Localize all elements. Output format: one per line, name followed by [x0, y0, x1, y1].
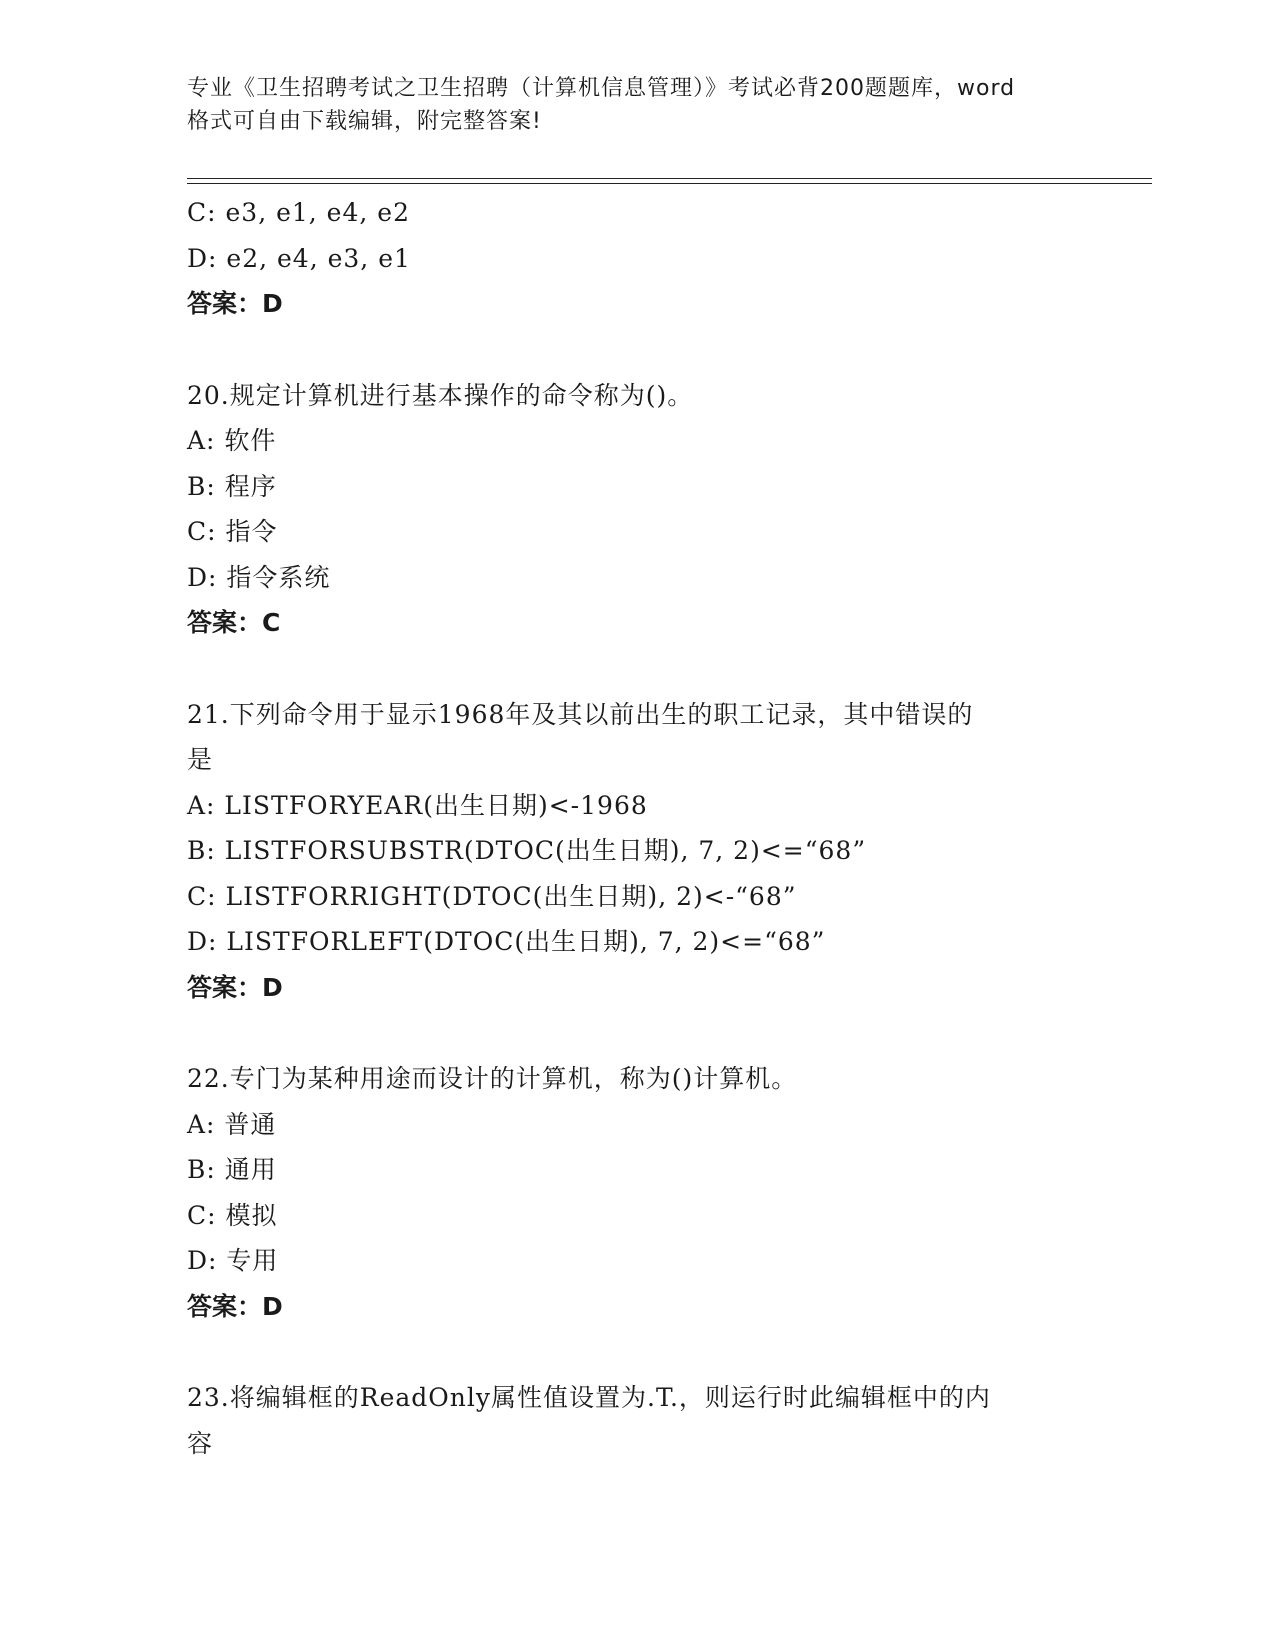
option-d: D: LISTFORLEFT(DTOC(出生日期), 7, 2)<=“68”: [187, 927, 826, 956]
option-c: C: 指令: [187, 517, 278, 546]
header-title-line-2: 格式可自由下载编辑，附完整答案!: [187, 109, 542, 134]
option-d: D: 指令系统: [187, 562, 331, 592]
header-divider-bottom: [187, 183, 1152, 184]
question-22: [187, 1056, 1087, 1329]
question-stem-line-1: 23.将编辑框的ReadOnly属性值设置为.T.，则运行时此编辑框中的内: [187, 1383, 991, 1412]
question-stem-line-2: 容: [187, 1428, 214, 1458]
document-header: [187, 72, 1087, 138]
question-list: [187, 190, 1087, 1466]
option-c: C: LISTFORRIGHT(DTOC(出生日期), 2)<-“68”: [187, 881, 797, 911]
option-b: B: 通用: [187, 1155, 277, 1184]
option-a: A: 普通: [187, 1109, 277, 1139]
header-divider-top: [187, 178, 1152, 179]
option-b: B: LISTFORSUBSTR(DTOC(出生日期), 7, 2)<=“68”: [187, 836, 867, 865]
option-d: D: 专用: [187, 1246, 279, 1275]
question-stem: 20.规定计算机进行基本操作的命令称为()。: [187, 380, 694, 410]
answer-line: 答案：D: [187, 1291, 283, 1321]
question-20: [187, 373, 1087, 646]
option-a: A: 软件: [187, 426, 277, 455]
option-c: C: 模拟: [187, 1200, 278, 1230]
question-21: [187, 692, 1087, 1011]
question-23: [187, 1375, 1087, 1466]
option-b: B: 程序: [187, 471, 277, 501]
answer-line: 答案：D: [187, 289, 283, 318]
question-stem-line-2: 是: [187, 745, 214, 774]
question-stem: 22.专门为某种用途而设计的计算机，称为()计算机。: [187, 1064, 798, 1093]
question-19-continuation: [187, 190, 1087, 327]
option-a: A: LISTFORYEAR(出生日期)<-1968: [187, 790, 648, 820]
header-title-line-1: 专业《卫生招聘考试之卫生招聘（计算机信息管理）》考试必背200题题库，word: [187, 76, 1016, 101]
answer-line: 答案：D: [187, 972, 283, 1002]
question-stem-line-1: 21.下列命令用于显示1968年及其以前出生的职工记录，其中错误的: [187, 699, 974, 729]
answer-line: 答案：C: [187, 608, 281, 637]
option-c: C: e3, e1, e4, e2: [187, 198, 410, 227]
option-d: D: e2, e4, e3, e1: [187, 243, 411, 273]
